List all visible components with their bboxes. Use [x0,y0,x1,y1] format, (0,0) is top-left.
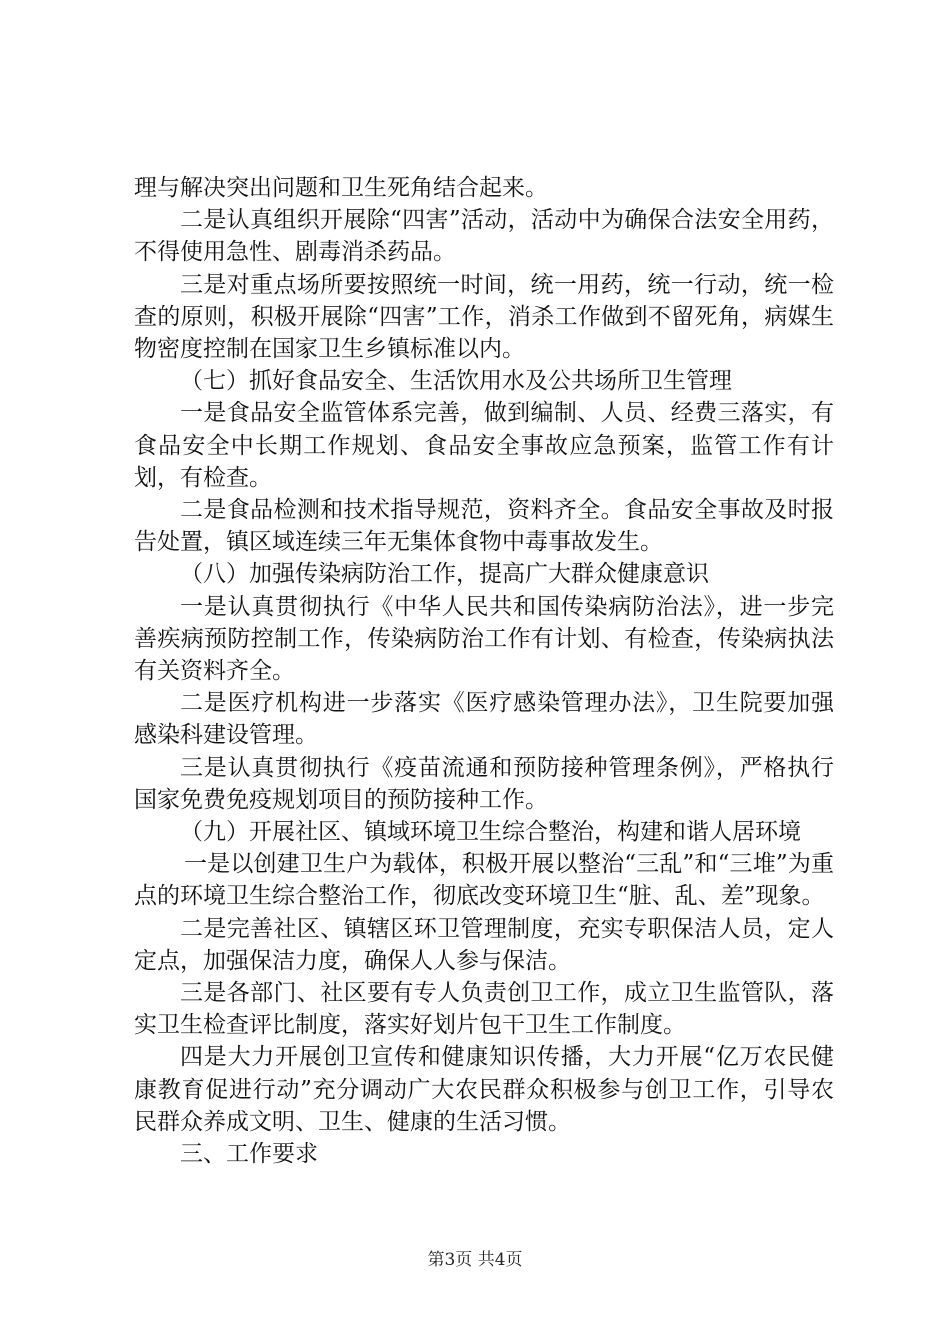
paragraph: 三是各部门、社区要有专人负责创卫工作，成立卫生监管队，落实卫生检查评比制度，落实好划片包干卫生工作制度。 [134,980,834,1039]
paragraph: 一是认真贯彻执行《中华人民共和国传染病防治法》，进一步完善疾病预防控制工作，传染病防治工作有计划、有检查，传染病执法有关资料齐全。 [134,593,834,685]
section-heading-7: （七）抓好食品安全、生活饮用水及公共场所卫生管理 [180,368,732,395]
section-heading-9: （九）开展社区、镇域环境卫生综合整治，构建和谐人居环境 [180,819,801,846]
paragraph: 一是以创建卫生户为载体，积极开展以整治“三乱”和“三堆”为重点的环境卫生综合整治工作，彻底改变环境卫生“脏、乱、差”现象。 [134,851,834,910]
paragraph: 三是对重点场所要按照统一时间，统一用药，统一行动，统一检查的原则，积极开展除“四害”工作，消杀工作做到不留死角，病媒生物密度控制在国家卫生乡镇标准以内。 [134,271,834,363]
paragraph: 二是医疗机构进一步落实《医疗感染管理办法》，卫生院要加强感染科建设管理。 [134,690,834,749]
paragraph: 二是认真组织开展除“四害”活动，活动中为确保合法安全用药，不得使用急性、剧毒消杀药品。 [134,207,834,266]
paragraph-continuation: 理与解决突出问题和卫生死角结合起来。 [134,175,548,201]
section-heading-requirements: 三、工作要求 [180,1141,318,1168]
paragraph: 一是食品安全监管体系完善，做到编制、人员、经费三落实，有食品安全中长期工作规划、食品安全事故应急预案，监管工作有计划，有检查。 [134,400,834,491]
document-body [134,172,834,1170]
paragraph: 二是完善社区、镇辖区环卫管理制度，充实专职保洁人员，定人定点，加强保洁力度，确保人人参与保洁。 [134,915,834,974]
section-heading-8: （八）加强传染病防治工作，提高广大群众健康意识 [180,561,709,588]
paragraph: 二是食品检测和技术指导规范，资料齐全。食品安全事故及时报告处置，镇区域连续三年无集体食物中毒事故发生。 [134,497,834,556]
paragraph: 四是大力开展创卫宣传和健康知识传播，大力开展“亿万农民健康教育促进行动”充分调动广大农民群众积极参与创卫工作，引导农民群众养成文明、卫生、健康的生活习惯。 [134,1044,834,1135]
page-footer: 第3页 共4页 [427,1250,523,1270]
paragraph: 三是认真贯彻执行《疫苗流通和预防接种管理条例》，严格执行国家免费免疫规划项目的预防接种工作。 [134,754,834,813]
